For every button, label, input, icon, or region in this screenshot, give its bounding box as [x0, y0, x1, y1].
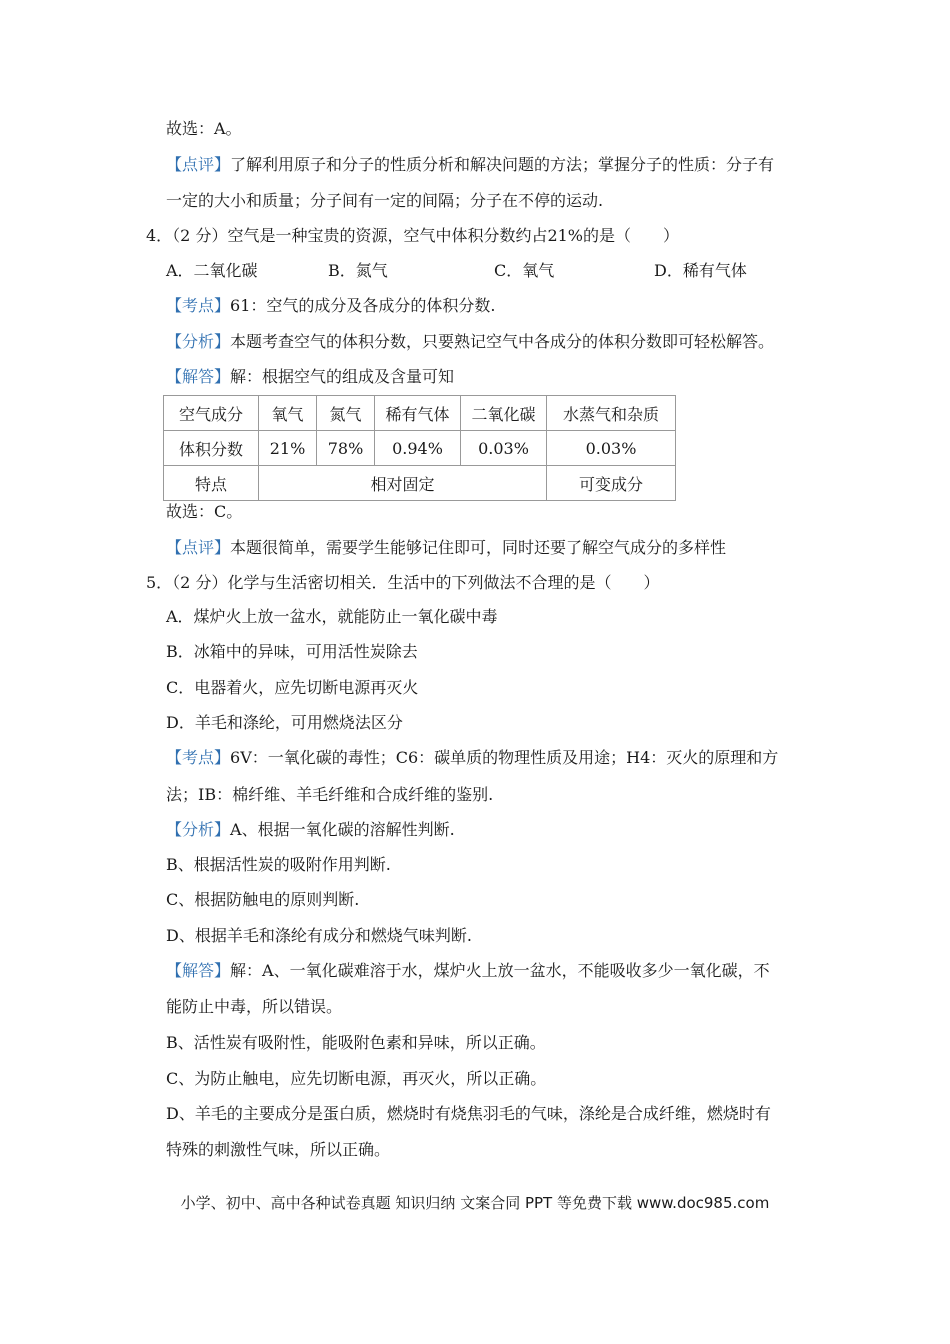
- q5-jieda-d2: 特殊的刺激性气味，所以正确。: [166, 1140, 391, 1159]
- table-cell: 二氧化碳: [461, 396, 547, 431]
- q5-jieda-line1: 解：A、一氧化碳难溶于水，煤炉火上放一盆水，不能吸收多少一氧化碳，不: [230, 961, 770, 980]
- table-row: [164, 396, 676, 431]
- q5-fenxi: [166, 820, 455, 840]
- table-cell: 水蒸气和杂质: [547, 396, 676, 431]
- q5-kaodian-line2: 法；IB：棉纤维、羊毛纤维和合成纤维的鉴别.: [166, 785, 494, 804]
- q4-option-c: C．氧气: [494, 261, 555, 280]
- q5-kaodian: [166, 748, 778, 768]
- q5-option-d: D．羊毛和涤纶，可用燃烧法区分: [166, 713, 403, 732]
- q5-stem: 5．（2 分）化学与生活密切相关．生活中的下列做法不合理的是（ ）: [146, 573, 660, 592]
- kaodian-tag: 【考点】: [166, 296, 231, 315]
- table-cell: 空气成分: [164, 396, 259, 431]
- q4-jieda: [166, 367, 454, 387]
- table-cell: 0.03%: [547, 431, 676, 466]
- q5-fenxi-line3: C、根据防触电的原则判断.: [166, 890, 360, 909]
- table-cell: 氮气: [317, 396, 375, 431]
- review-tag: 【点评】: [166, 155, 231, 174]
- q5-jieda-c: C、为防止触电，应先切断电源，再灭火，所以正确。: [166, 1069, 547, 1088]
- q4-option-b: B．氮气: [328, 261, 388, 280]
- table-cell: 0.94%: [375, 431, 461, 466]
- q4-option-d: D．稀有气体: [654, 261, 747, 280]
- q5-fenxi-line4: D、根据羊毛和涤纶有成分和燃烧气味判断.: [166, 926, 472, 945]
- q3-review: [166, 155, 774, 175]
- q5-fenxi-line1: A、根据一氧化碳的溶解性判断.: [230, 820, 455, 839]
- q4-stem: 4．（2 分）空气是一种宝贵的资源，空气中体积分数约占21%的是（ ）: [146, 226, 680, 245]
- q5-option-b: B．冰箱中的异味，可用活性炭除去: [166, 642, 418, 661]
- q4-option-a: A．二氧化碳: [166, 261, 258, 280]
- q4-fenxi: [166, 332, 774, 352]
- q4-kaodian-text: 61：空气的成分及各成分的体积分数.: [230, 296, 496, 315]
- q4-answer: 故选：C。: [166, 502, 243, 521]
- q5-option-a: A．煤炉火上放一盆水，就能防止一氧化碳中毒: [166, 607, 498, 626]
- table-cell: 21%: [259, 431, 317, 466]
- table-cell: 相对固定: [259, 466, 547, 501]
- q4-kaodian: [166, 296, 495, 316]
- page-footer: 小学、初中、高中各种试卷真题 知识归纳 文案合同 PPT 等免费下载 www.doc985.com: [180, 1194, 770, 1212]
- table-row: [164, 431, 676, 466]
- jieda-tag: 【解答】: [166, 367, 231, 386]
- q5-fenxi-line2: B、根据活性炭的吸附作用判断.: [166, 855, 391, 874]
- jieda-tag: 【解答】: [166, 961, 231, 980]
- table-cell: 78%: [317, 431, 375, 466]
- q3-answer: 故选：A。: [166, 119, 242, 138]
- q5-jieda-b: B、活性炭有吸附性，能吸附色素和异味，所以正确。: [166, 1033, 546, 1052]
- kaodian-tag: 【考点】: [166, 748, 231, 767]
- q5-jieda: [166, 961, 770, 981]
- air-composition-table: [163, 395, 676, 501]
- q5-option-c: C．电器着火，应先切断电源再灭火: [166, 678, 419, 697]
- fenxi-tag: 【分析】: [166, 820, 231, 839]
- table-cell: 0.03%: [461, 431, 547, 466]
- table-cell: 可变成分: [547, 466, 676, 501]
- q3-review-line2: 一定的大小和质量；分子间有一定的间隔；分子在不停的运动.: [166, 191, 604, 210]
- fenxi-tag: 【分析】: [166, 332, 231, 351]
- q4-jieda-text: 解：根据空气的组成及含量可知: [230, 367, 455, 386]
- table-cell: 氧气: [259, 396, 317, 431]
- table-cell: 体积分数: [164, 431, 259, 466]
- table-cell: 稀有气体: [375, 396, 461, 431]
- q3-review-line1: 了解利用原子和分子的性质分析和解决问题的方法；掌握分子的性质：分子有: [230, 155, 775, 174]
- q4-review-text: 本题很简单，需要学生能够记住即可，同时还要了解空气成分的多样性: [230, 538, 727, 557]
- table-cell: 特点: [164, 466, 259, 501]
- q4-fenxi-text: 本题考查空气的体积分数，只要熟记空气中各成分的体积分数即可轻松解答。: [230, 332, 775, 351]
- q4-review: [166, 538, 726, 558]
- q5-kaodian-line1: 6V：一氧化碳的毒性；C6：碳单质的物理性质及用途；H4：灭火的原理和方: [230, 748, 779, 767]
- table-row: [164, 466, 676, 501]
- q5-jieda-d1: D、羊毛的主要成分是蛋白质，燃烧时有烧焦羽毛的气味，涤纶是合成纤维，燃烧时有: [166, 1104, 771, 1123]
- q5-jieda-line2: 能防止中毒，所以错误。: [166, 997, 343, 1016]
- review-tag: 【点评】: [166, 538, 231, 557]
